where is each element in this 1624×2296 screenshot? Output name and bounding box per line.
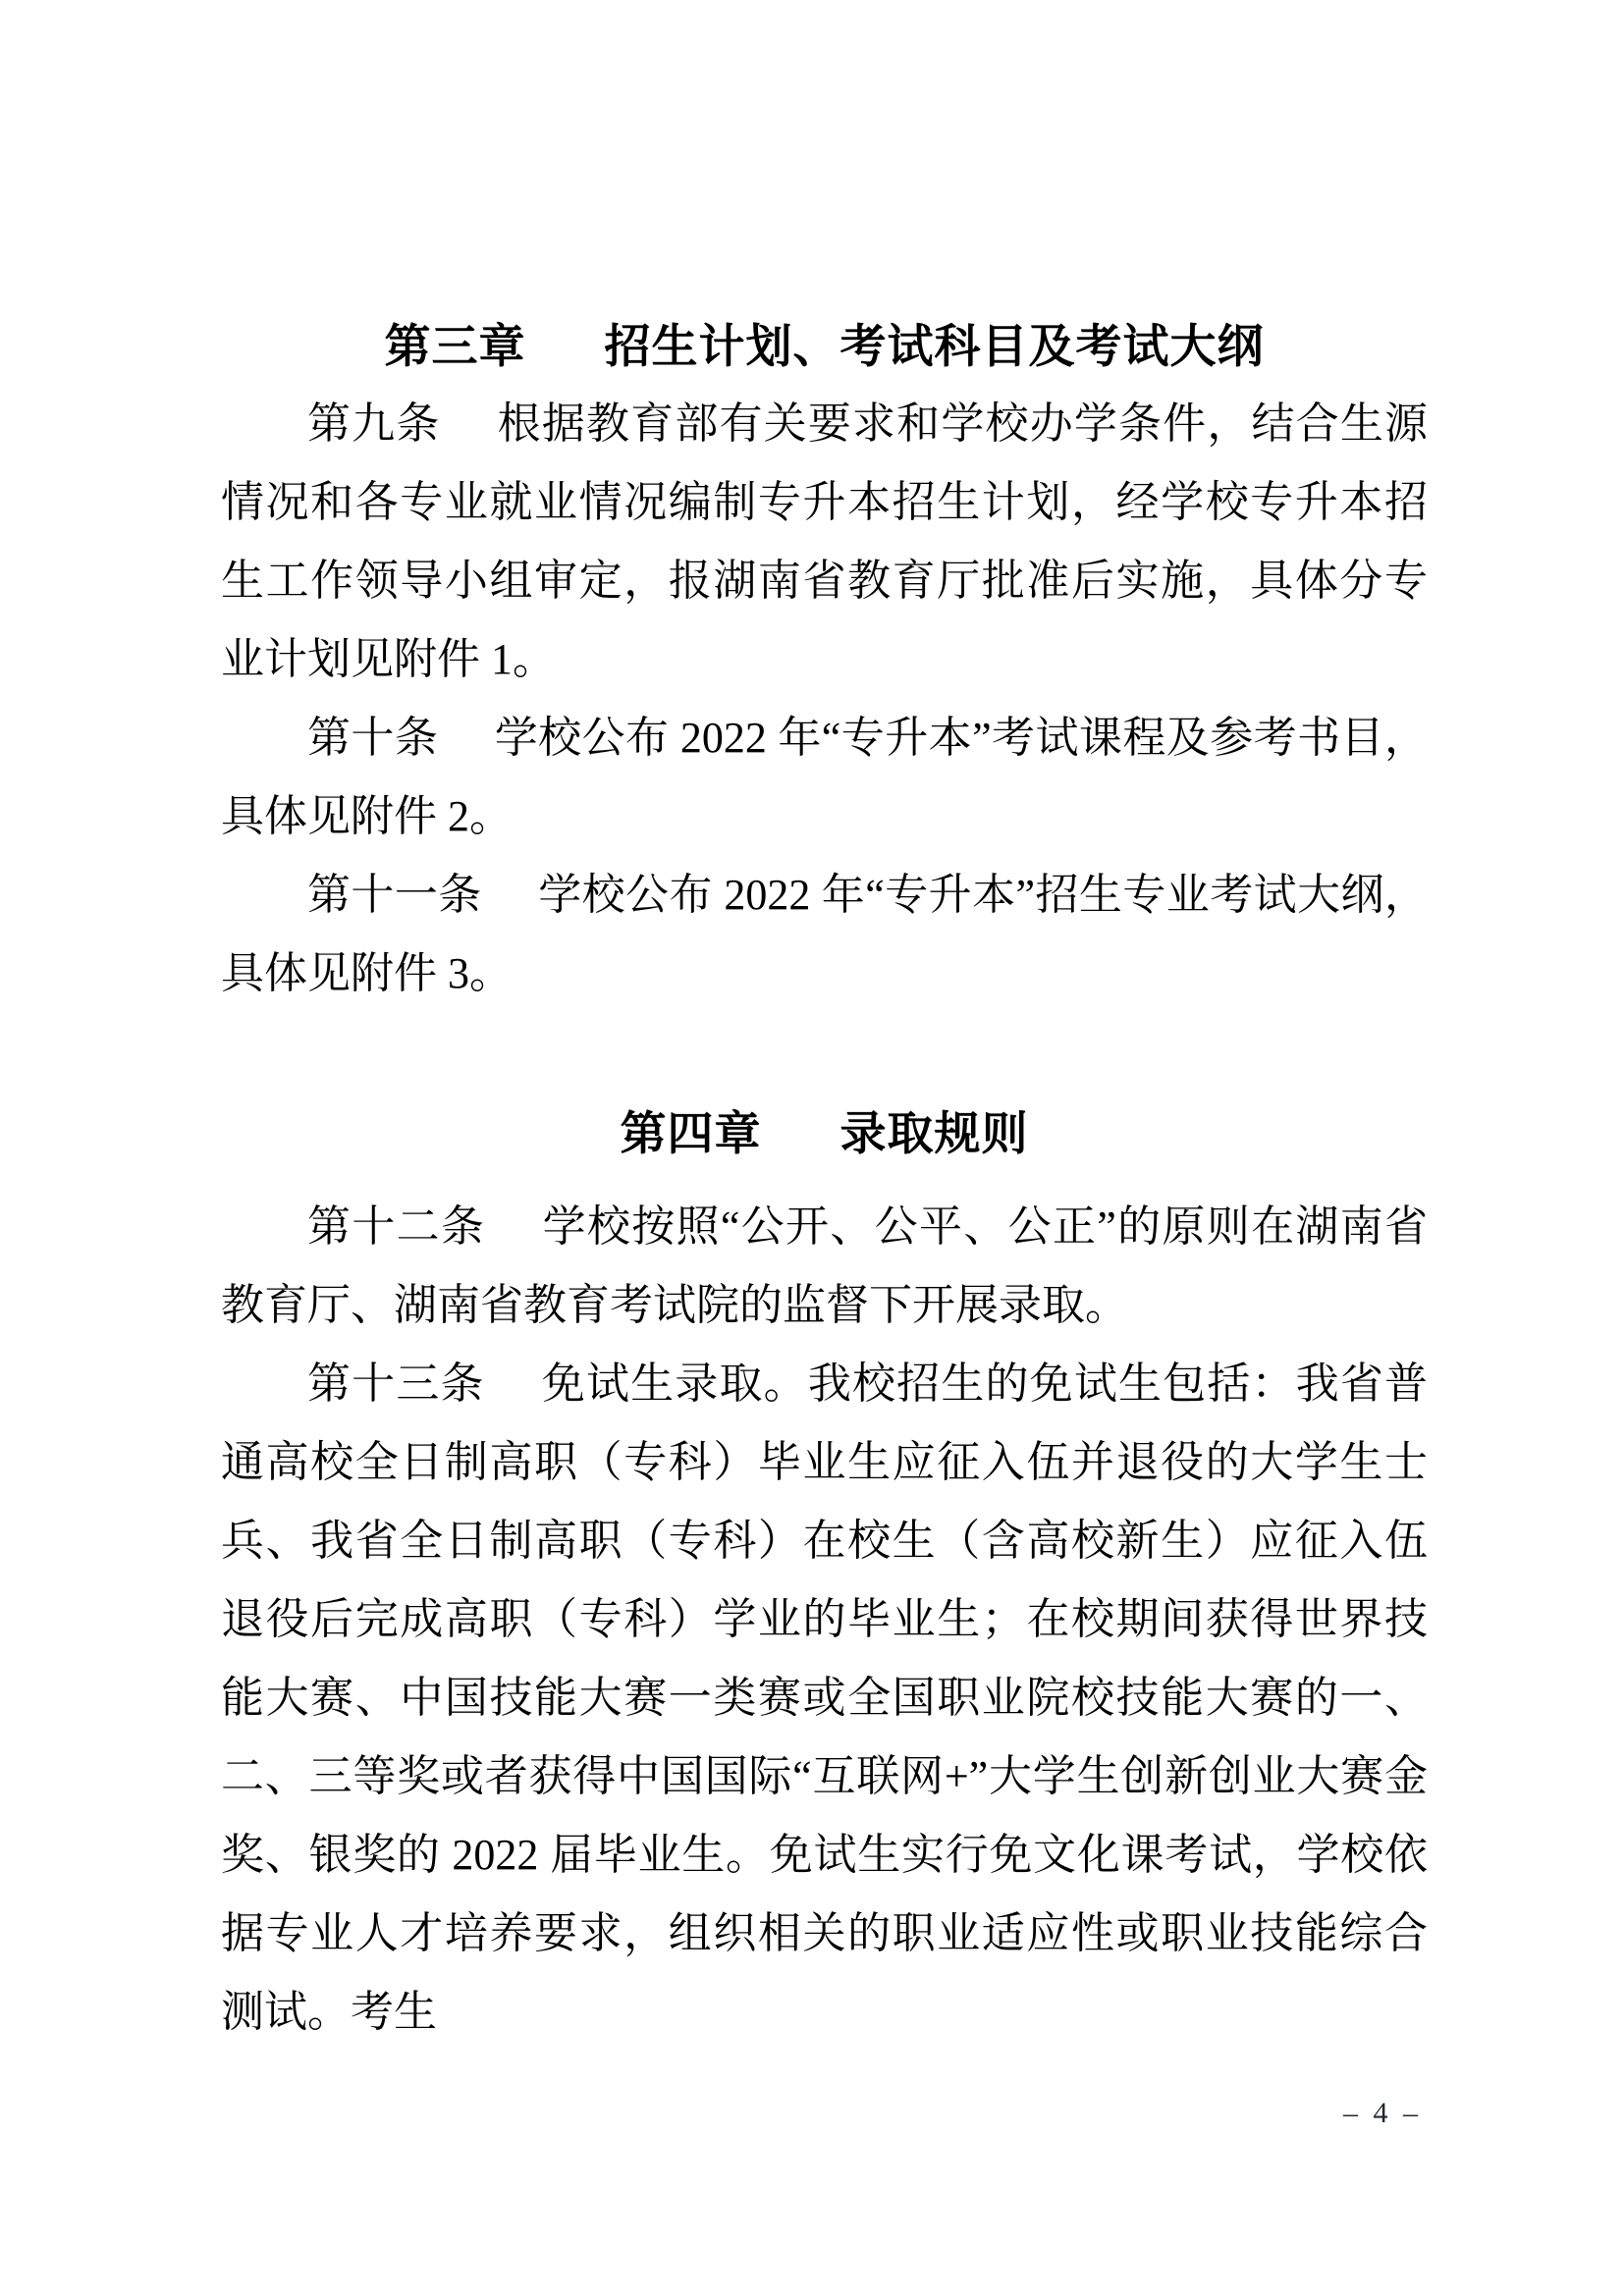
article-10 bbox=[221, 699, 1428, 856]
article-9-label: 第九条 bbox=[307, 400, 441, 448]
article-11-text: 学校公布 2022 年“专升本”招生专业考试大纲，具体见附件 3。 bbox=[221, 871, 1428, 997]
page-footer bbox=[1343, 2097, 1422, 2130]
article-11 bbox=[221, 856, 1428, 1013]
article-13-label: 第十三条 bbox=[307, 1360, 485, 1408]
article-13 bbox=[221, 1345, 1428, 2052]
chapter-4-number: 第四章 bbox=[620, 1107, 762, 1159]
chapter-4-heading bbox=[221, 1109, 1428, 1158]
article-9-text: 根据教育部有关要求和学校办学条件，结合生源情况和各专业就业情况编制专升本招生计划，经学校专升本招生工作领导小组审定，报湖南省教育厅批准后实施，具体分专业计划见附件 1。 bbox=[221, 400, 1429, 683]
chapter-4-title: 录取规则 bbox=[839, 1107, 1029, 1159]
article-10-text: 学校公布 2022 年“专升本”考试课程及参考书目，具体见附件 2。 bbox=[221, 714, 1428, 840]
article-11-label: 第十一条 bbox=[307, 871, 482, 919]
article-13-text: 免试生录取。我校招生的免试生包括：我省普通高校全日制高职（专科）毕业生应征入伍并退役的大学生士兵、我省全日制高职（专科）在校生（含高校新生）应征入伍退役后完成高职（专科）学业的毕业生；在校期间获得世界技能大赛、中国技能大赛一类赛或全国职业院校技能大赛的一、二、三等奖或者获得中国国际“互联网+”大学生创新创业大赛金奖、银奖的 2022 届毕业生。免试生实行免文化课考试，学校依据专业人才培养要求，组织相关的职业适应性或职业技能综合测试。考生 bbox=[221, 1360, 1429, 2036]
article-12-text: 学校按照“公开、公平、公正”的原则在湖南省教育厅、湖南省教育考试院的监督下开展录取。 bbox=[221, 1202, 1429, 1329]
chapter-3-title: 招生计划、考试科目及考试大纲 bbox=[604, 320, 1265, 372]
document-content bbox=[221, 0, 1428, 2052]
article-12 bbox=[221, 1188, 1428, 1345]
article-10-label: 第十条 bbox=[307, 714, 439, 762]
page-number: – 4 – bbox=[1343, 2097, 1422, 2129]
article-12-label: 第十二条 bbox=[307, 1202, 486, 1251]
chapter-3-heading bbox=[221, 0, 1428, 371]
chapter-3-number: 第三章 bbox=[384, 320, 526, 372]
article-9 bbox=[221, 385, 1428, 699]
